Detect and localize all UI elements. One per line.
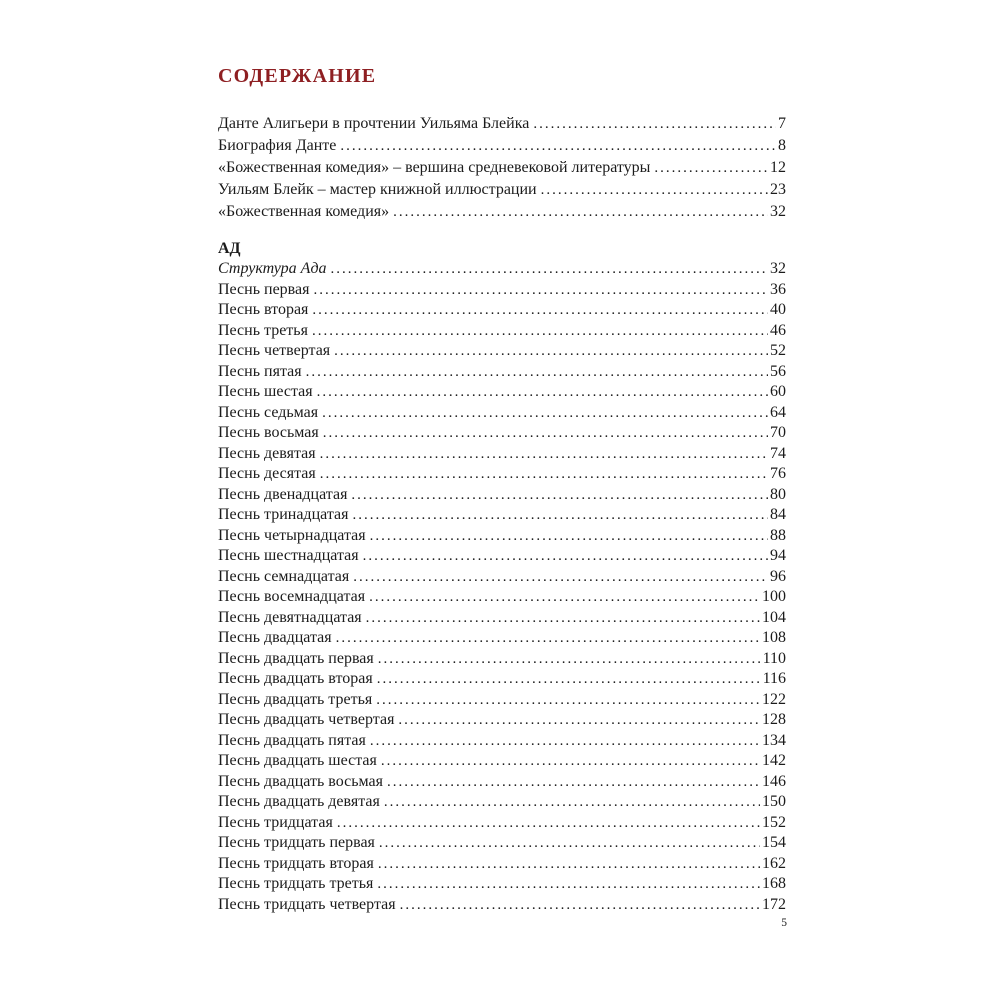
toc-entry-label: Песнь тридцать третья	[218, 875, 374, 892]
toc-entry-label: Биография Данте	[218, 137, 337, 154]
toc-leader-dots	[353, 567, 768, 588]
toc-entry-label: Песнь двадцатая	[218, 629, 332, 646]
toc-entry-label: Песнь двадцать пятая	[218, 731, 366, 749]
toc-entry-label: Песнь восемнадцатая	[218, 588, 366, 605]
toc-entry	[218, 833, 786, 854]
toc-entry	[218, 464, 786, 485]
toc-entry-page: 40	[770, 301, 786, 318]
toc-entry-label: Песнь двадцать четвертая	[218, 711, 395, 728]
toc-entry-label: «Божественная комедия» – вершина средневековой литературы	[218, 159, 651, 176]
toc-entry	[218, 341, 786, 362]
toc-entry-label: Песнь двенадцатая	[218, 485, 348, 503]
toc-entry-label: Песнь десятая	[218, 465, 316, 482]
toc-entry-label: Песнь четырнадцатая	[218, 526, 366, 544]
toc-leader-dots	[378, 649, 761, 670]
toc-entry-label: Песнь тридцать первая	[218, 834, 375, 851]
toc-entry-page: 8	[778, 137, 786, 154]
toc-leader-dots	[393, 201, 768, 223]
toc-entry-page: 96	[770, 567, 786, 585]
toc-entry-page: 152	[762, 813, 786, 831]
toc-leader-dots	[379, 833, 760, 854]
page-number: 5	[781, 917, 787, 929]
toc-entry-label: Песнь семнадцатая	[218, 567, 350, 585]
toc-entry-label: Песнь девятнадцатая	[218, 608, 362, 626]
toc-leader-dots	[533, 113, 776, 135]
toc-entry-page: 46	[770, 321, 786, 339]
toc-entry-page: 52	[770, 342, 786, 359]
toc-entry	[218, 649, 786, 670]
toc-leader-dots	[377, 874, 760, 895]
toc-leader-dots	[387, 772, 760, 793]
toc-entry-label: Песнь седьмая	[218, 403, 319, 421]
toc-entry-page: 23	[770, 181, 786, 198]
toc-leader-dots	[376, 690, 760, 711]
toc-entry	[218, 608, 786, 629]
toc-leader-dots	[398, 710, 760, 731]
toc-entry-page: 108	[762, 629, 786, 646]
toc-entry	[218, 669, 786, 690]
toc-leader-dots	[384, 792, 760, 813]
toc-entry-page: 172	[762, 895, 786, 913]
toc-entry-page: 128	[762, 711, 786, 728]
toc-leader-dots	[541, 179, 768, 201]
toc-leader-dots	[400, 895, 760, 916]
toc-leader-dots	[337, 813, 760, 834]
toc-leader-dots	[366, 608, 760, 629]
toc-entry	[218, 444, 786, 465]
toc-entry-label: Песнь третья	[218, 321, 308, 339]
toc-entry-label: Песнь тридцать вторая	[218, 854, 374, 872]
toc-leader-dots	[377, 669, 761, 690]
toc-entry-page: 122	[762, 690, 786, 708]
toc-entry-page: 100	[762, 588, 786, 605]
toc-entry-label: Песнь двадцать шестая	[218, 752, 377, 769]
toc-entry	[218, 321, 786, 342]
toc-entry	[218, 505, 786, 526]
toc-entry-label: Песнь первая	[218, 280, 310, 298]
toc-entry	[218, 792, 786, 813]
toc-leader-dots	[317, 382, 768, 403]
toc-entry	[218, 113, 786, 135]
toc-leader-dots	[334, 341, 768, 362]
toc-entry-label: Песнь двадцать девятая	[218, 793, 380, 810]
toc-entry-page: 154	[762, 834, 786, 851]
toc-entry	[218, 731, 786, 752]
toc-entry-page: 134	[762, 731, 786, 749]
toc-entry-label: Структура Ада	[218, 260, 327, 277]
toc-entry	[218, 382, 786, 403]
toc-entry-page: 36	[770, 280, 786, 298]
toc-entry	[218, 751, 786, 772]
toc-entry	[218, 587, 786, 608]
toc-entry-label: «Божественная комедия»	[218, 203, 390, 220]
toc-leader-dots	[351, 485, 768, 506]
toc-entry	[218, 690, 786, 711]
toc-entry-label: Песнь двадцать первая	[218, 649, 374, 667]
toc-entry-label: Песнь восьмая	[218, 424, 319, 441]
toc-entry-page: 32	[770, 260, 786, 277]
toc-entry-page: 70	[770, 424, 786, 441]
toc-entry	[218, 423, 786, 444]
toc-entry	[218, 179, 786, 201]
toc-entry	[218, 403, 786, 424]
toc-entry-label: Песнь тринадцатая	[218, 506, 349, 523]
toc-entry-label: Песнь двадцать восьмая	[218, 772, 383, 790]
toc-entry-label: Песнь шестая	[218, 383, 313, 400]
toc-entry-page: 7	[778, 115, 786, 132]
toc-entry	[218, 567, 786, 588]
toc-leader-dots	[378, 854, 760, 875]
toc-entry-label: Уильям Блейк – мастер книжной иллюстрации	[218, 181, 537, 198]
toc-entry-label: Песнь тридцатая	[218, 813, 333, 831]
toc-entry-page: 146	[762, 772, 786, 790]
toc-entry-page: 84	[770, 506, 786, 523]
toc-entry	[218, 854, 786, 875]
toc-page	[212, 55, 790, 935]
toc-entry	[218, 201, 786, 223]
toc-entry-page: 104	[762, 608, 786, 626]
toc-entry-label: Песнь тридцать четвертая	[218, 895, 396, 913]
toc-entry-page: 32	[770, 203, 786, 220]
toc-entry-page: 110	[762, 649, 786, 667]
section-heading-ad: АД	[218, 240, 241, 257]
toc-entry-label: Данте Алигьери в прочтении Уильяма Блейка	[218, 115, 530, 132]
toc-entry	[218, 874, 786, 895]
toc-leader-dots	[340, 135, 776, 157]
toc-leader-dots	[323, 423, 768, 444]
toc-entry-label: Песнь пятая	[218, 362, 302, 380]
toc-entry	[218, 362, 786, 383]
toc-entry-label: Песнь четвертая	[218, 342, 331, 359]
toc-entry-page: 162	[762, 854, 786, 872]
toc-leader-dots	[336, 628, 760, 649]
toc-entry	[218, 157, 786, 179]
toc-entry	[218, 710, 786, 731]
toc-entry-page: 74	[770, 444, 786, 462]
toc-leader-dots	[370, 526, 768, 547]
toc-leader-dots	[331, 259, 768, 280]
toc-entry-page: 80	[770, 485, 786, 503]
toc-section-ad-list	[218, 259, 786, 915]
toc-entry-page: 116	[762, 670, 786, 687]
toc-entry-page: 142	[762, 752, 786, 769]
toc-leader-dots	[370, 731, 760, 752]
toc-entry	[218, 485, 786, 506]
toc-leader-dots	[369, 587, 760, 608]
toc-entry-label: Песнь двадцать вторая	[218, 670, 373, 687]
toc-entry-label: Песнь двадцать третья	[218, 690, 373, 708]
toc-entry	[218, 300, 786, 321]
toc-intro-list	[218, 113, 786, 223]
toc-entry-page: 60	[770, 383, 786, 400]
toc-leader-dots	[320, 464, 768, 485]
toc-leader-dots	[363, 546, 768, 567]
toc-entry-page: 168	[762, 875, 786, 892]
toc-entry	[218, 135, 786, 157]
toc-entry	[218, 895, 786, 916]
toc-entry	[218, 259, 786, 280]
toc-entry-page: 150	[762, 793, 786, 810]
toc-leader-dots	[312, 321, 768, 342]
page-title: СОДЕРЖАНИЕ	[218, 65, 377, 87]
toc-entry-label: Песнь шестнадцатая	[218, 547, 359, 564]
toc-leader-dots	[313, 280, 768, 301]
toc-entry-label: Песнь вторая	[218, 301, 309, 318]
toc-entry	[218, 280, 786, 301]
toc-leader-dots	[352, 505, 768, 526]
toc-entry	[218, 772, 786, 793]
toc-leader-dots	[322, 403, 768, 424]
toc-entry-page: 88	[770, 526, 786, 544]
toc-entry	[218, 546, 786, 567]
toc-entry-page: 76	[770, 465, 786, 482]
toc-leader-dots	[654, 157, 768, 179]
toc-leader-dots	[320, 444, 768, 465]
toc-leader-dots	[312, 300, 768, 321]
toc-entry	[218, 526, 786, 547]
toc-entry-page: 64	[770, 403, 786, 421]
toc-entry-page: 56	[770, 362, 786, 380]
toc-entry-label: Песнь девятая	[218, 444, 316, 462]
toc-entry-page: 94	[770, 547, 786, 564]
toc-entry	[218, 813, 786, 834]
toc-entry-page: 12	[770, 159, 786, 176]
toc-leader-dots	[381, 751, 760, 772]
toc-leader-dots	[306, 362, 768, 383]
toc-entry	[218, 628, 786, 649]
